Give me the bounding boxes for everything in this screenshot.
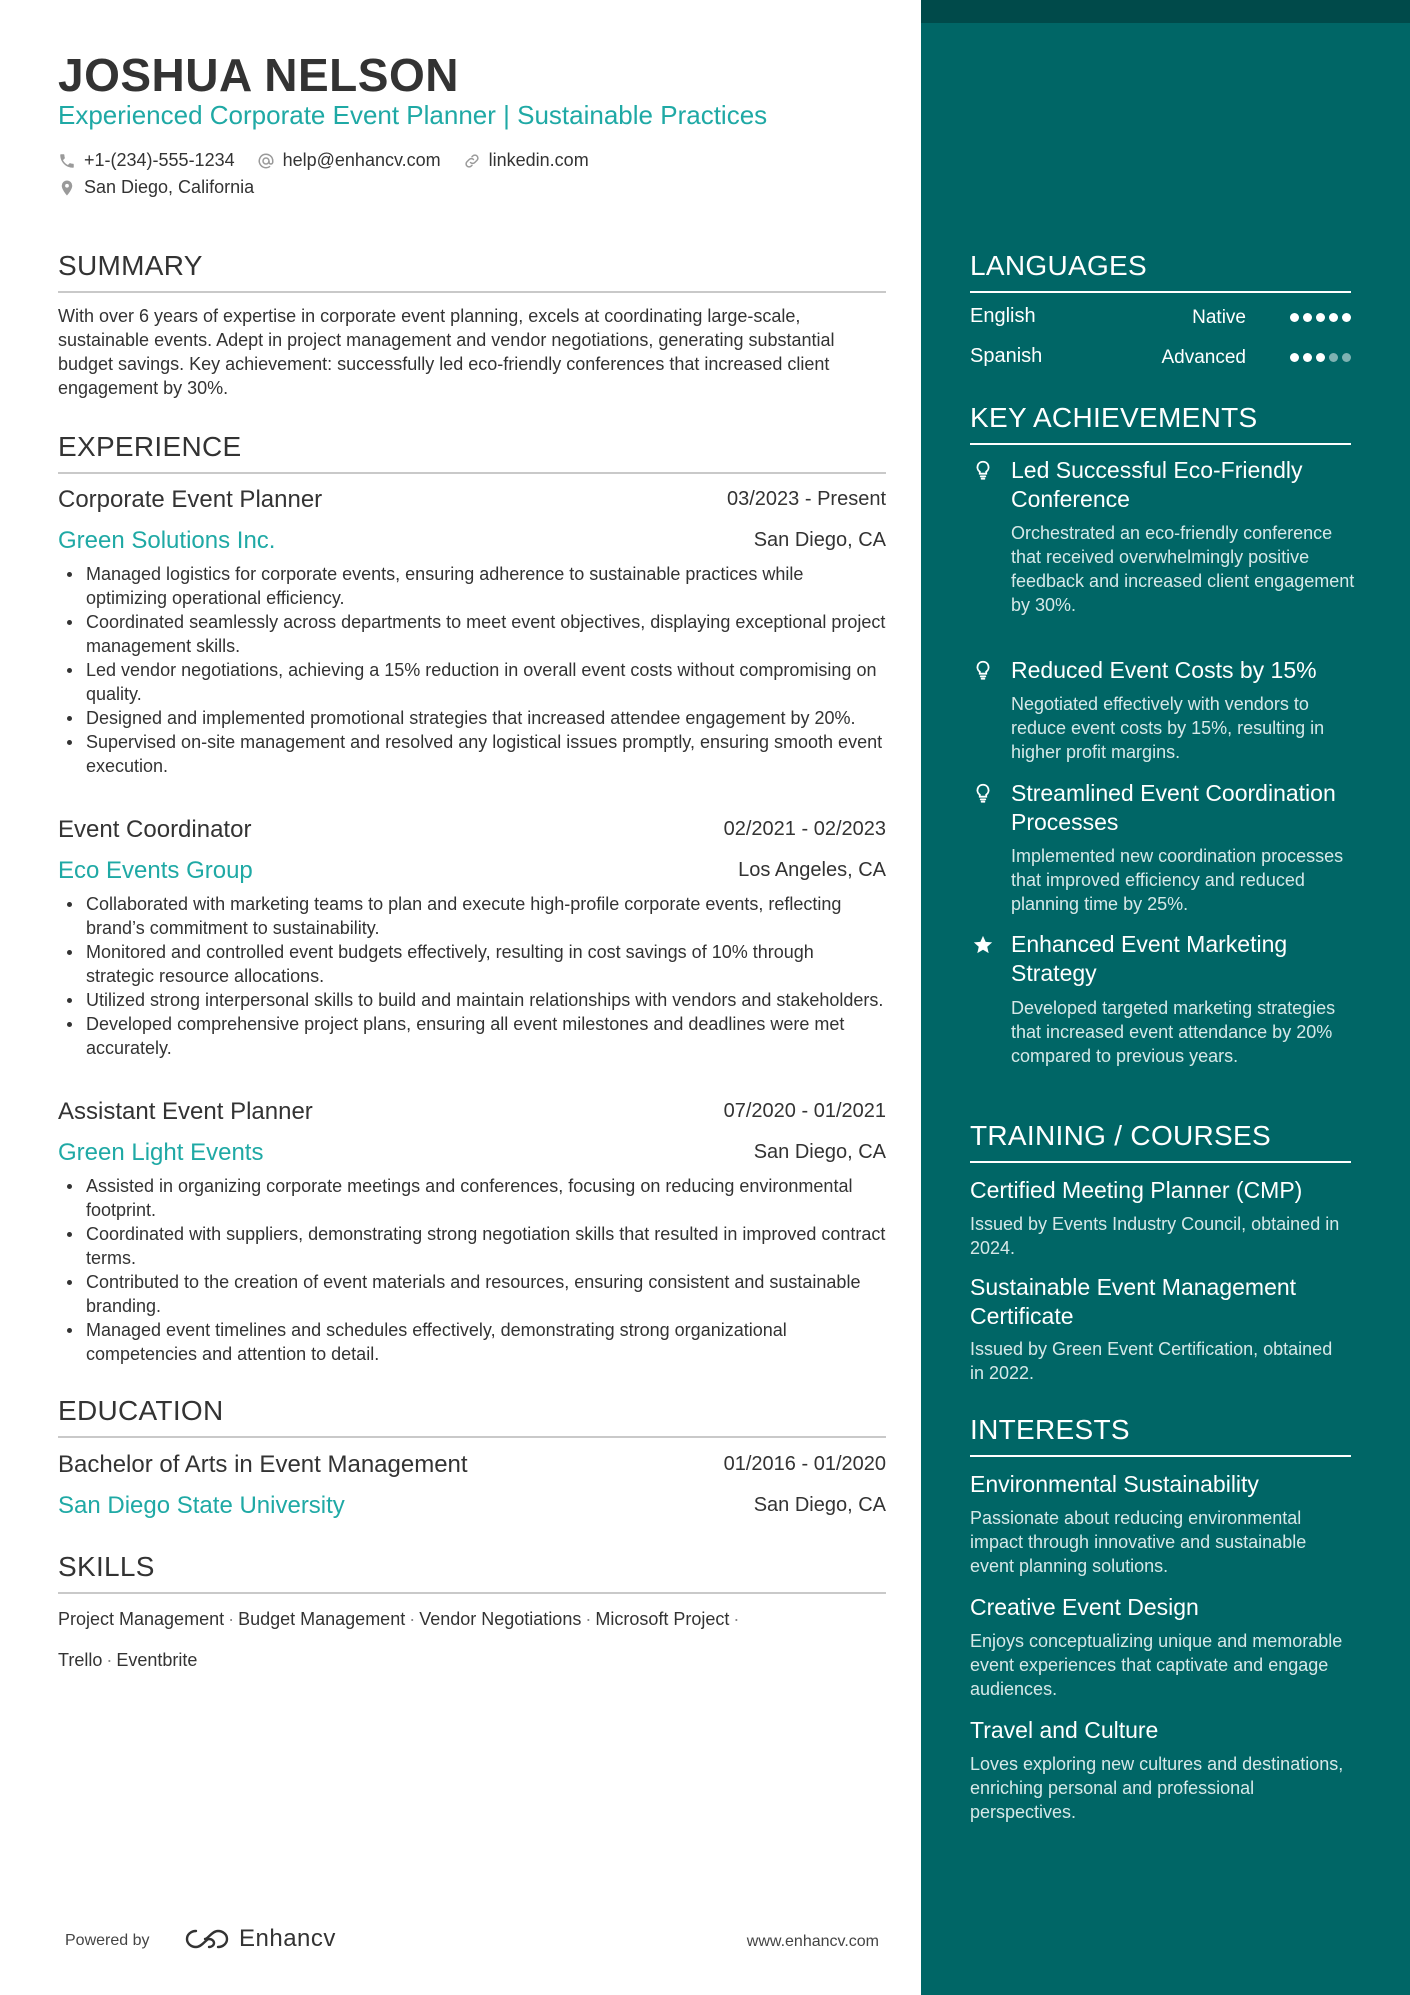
footer-url[interactable]: www.enhancv.com [746, 1933, 879, 1950]
summary-heading [58, 250, 886, 282]
brand-text: Enhancv [239, 1925, 336, 1952]
job-company [58, 857, 886, 885]
rating-dot [1290, 353, 1299, 362]
interest-title: Travel and Culture [970, 1717, 1159, 1743]
divider [58, 1592, 886, 1594]
job-location: San Diego, CA [753, 529, 886, 551]
course-desc: Issued by Green Event Certification, obtained in 2022. [970, 1339, 1333, 1383]
contact-row [58, 150, 611, 171]
job-dates: 07/2020 - 01/2021 [723, 1100, 886, 1122]
link-icon [463, 152, 481, 170]
bullet-item: Assisted in organizing corporate meetings and conferences, focusing on reducing environmental footprint. [58, 1174, 886, 1222]
bullet-item: Utilized strong interpersonal skills to build and maintain relationships with vendors and stakeholders. [58, 988, 886, 1012]
achievement-desc: Developed targeted marketing strategies that increased event attendance by 20% compared to previous years. [1011, 998, 1336, 1066]
languages-heading-text: LANGUAGES [970, 250, 1147, 281]
job-company [58, 1139, 886, 1167]
achievement-title: Streamlined Event Coordination Processes [1011, 780, 1336, 835]
interest-title: Creative Event Design [970, 1594, 1199, 1620]
rating-dot [1290, 313, 1299, 322]
course-desc: Issued by Events Industry Council, obtained in 2024. [970, 1214, 1340, 1258]
rating-dot [1329, 353, 1338, 362]
course-title: Sustainable Event Management Certificate [970, 1274, 1297, 1329]
lightbulb-icon [972, 459, 994, 481]
infinity-logo-icon [183, 1926, 231, 1952]
interest-desc: Loves exploring new cultures and destinations, enriching personal and professional perspectives. [970, 1754, 1344, 1822]
bullet-item: Supervised on-site management and resolved any logistical issues promptly, ensuring smooth event execution. [58, 730, 886, 778]
skill-item: Project Management [58, 1609, 225, 1629]
bullet-item: Contributed to the creation of event materials and resources, ensuring consistent and sustainable branding. [58, 1270, 886, 1318]
email-text[interactable]: help@enhancv.com [282, 150, 441, 170]
school-text: San Diego State University [58, 1492, 345, 1519]
divider [970, 291, 1351, 293]
star-icon [972, 934, 994, 956]
bullet-item: Managed logistics for corporate events, ensuring adherence to sustainable practices while optimizing operational efficiency. [58, 562, 886, 610]
education-location: San Diego, CA [753, 1494, 886, 1516]
skill-item: Microsoft Project [595, 1609, 730, 1629]
skill-item: Budget Management [238, 1609, 406, 1629]
interest-title: Environmental Sustainability [970, 1471, 1259, 1497]
language-name: English [970, 305, 1036, 327]
achievement-desc: Implemented new coordination processes that improved efficiency and reduced planning time by 25%. [1011, 846, 1344, 914]
interests-heading-text: INTERESTS [970, 1414, 1130, 1445]
education-heading-text: EDUCATION [58, 1395, 224, 1426]
rating-dot [1342, 313, 1351, 322]
bullet-item: Collaborated with marketing teams to plan and execute high-profile corporate events, reflecting brand’s commitment to sustainability. [58, 892, 886, 940]
phone-text: +1-(234)-555-1234 [84, 150, 235, 170]
rating-dot [1316, 313, 1325, 322]
language-rating [1290, 353, 1351, 362]
candidate-title: Experienced Corporate Event Planner | Sustainable Practices [58, 100, 768, 130]
job-role-text: Event Coordinator [58, 816, 252, 843]
job-role-text: Corporate Event Planner [58, 486, 323, 513]
bullet-item: Led vendor negotiations, achieving a 15% reduction in overall event costs without compromising on quality. [58, 658, 886, 706]
powered-by-label: Powered by [65, 1932, 150, 1949]
achievement-desc: Orchestrated an eco-friendly conference that received overwhelmingly positive feedback and increased client engagement by 30%. [1011, 523, 1355, 615]
contact-linkedin[interactable] [463, 150, 589, 171]
bullet-item: Managed event timelines and schedules effectively, demonstrating strong organizational competencies and attention to detail. [58, 1318, 886, 1366]
skills-list: Project Management · Budget Management · Vendor Negotiations · Microsoft Project · Trello · Eventbrite [58, 1609, 740, 1670]
divider [970, 1455, 1351, 1457]
divider [58, 291, 886, 293]
language-row [970, 345, 1351, 371]
degree-text: Bachelor of Arts in Event Management [58, 1451, 468, 1478]
job-role [58, 486, 886, 514]
at-icon [257, 152, 275, 170]
job-bullets [58, 562, 886, 778]
job-company-text: Green Light Events [58, 1139, 264, 1166]
experience-heading [58, 431, 886, 463]
language-level: Native [1192, 307, 1246, 328]
achievements-heading-text: KEY ACHIEVEMENTS [970, 402, 1258, 433]
interests-heading [970, 1414, 1351, 1446]
job-company-text: Eco Events Group [58, 857, 253, 884]
location-pin-icon [58, 179, 76, 197]
skills-heading-text: SKILLS [58, 1551, 155, 1582]
skill-item: Trello [58, 1650, 103, 1670]
rating-dot [1303, 353, 1312, 362]
rating-dot [1329, 313, 1338, 322]
skill-item: Eventbrite [116, 1650, 198, 1670]
achievement-title: Reduced Event Costs by 15% [1011, 657, 1317, 683]
job-role-text: Assistant Event Planner [58, 1098, 313, 1125]
bullet-item: Developed comprehensive project plans, ensuring all event milestones and deadlines were met accurately. [58, 1012, 886, 1060]
job-dates: 03/2023 - Present [727, 488, 886, 510]
job-bullets [58, 892, 886, 1060]
rating-dot [1316, 353, 1325, 362]
education-dates: 01/2016 - 01/2020 [723, 1453, 886, 1475]
job-role [58, 816, 886, 844]
job-location: San Diego, CA [753, 1141, 886, 1163]
job-role [58, 1098, 886, 1126]
experience-heading-text: EXPERIENCE [58, 431, 242, 462]
languages-heading [970, 250, 1351, 282]
contact-email[interactable] [257, 150, 441, 171]
language-name: Spanish [970, 345, 1043, 367]
phone-icon [58, 152, 76, 170]
candidate-name: JOSHUA NELSON [58, 49, 459, 101]
location-text: San Diego, California [84, 177, 255, 197]
course-title: Certified Meeting Planner (CMP) [970, 1177, 1303, 1203]
interest-desc: Enjoys conceptualizing unique and memorable event experiences that captivate and engage audiences. [970, 1631, 1343, 1699]
job-bullets [58, 1174, 886, 1366]
language-row [970, 305, 1351, 331]
summary-heading-text: SUMMARY [58, 250, 203, 281]
job-dates: 02/2021 - 02/2023 [723, 818, 886, 840]
education-degree [58, 1451, 886, 1479]
training-heading-text: TRAINING / COURSES [970, 1120, 1271, 1151]
education-heading [58, 1395, 886, 1427]
rating-dot [1342, 353, 1351, 362]
bullet-item: Designed and implemented promotional strategies that increased attendee engagement by 20%. [58, 706, 886, 730]
divider [970, 1161, 1351, 1163]
lightbulb-icon [972, 782, 994, 804]
divider [970, 443, 1351, 445]
job-company-text: Green Solutions Inc. [58, 527, 276, 554]
bullet-item: Monitored and controlled event budgets effectively, resulting in cost savings of 10% through strategic resource allocations. [58, 940, 886, 988]
language-rating [1290, 313, 1351, 322]
contact-phone [58, 150, 235, 171]
training-heading [970, 1120, 1351, 1152]
enhancv-logo[interactable] [183, 1925, 336, 1953]
lightbulb-icon [972, 659, 994, 681]
skills-heading [58, 1551, 886, 1583]
sidebar-top-bar [921, 0, 1410, 23]
language-level: Advanced [1161, 347, 1246, 368]
bullet-item: Coordinated seamlessly across departments to meet event objectives, displaying exceptional project management skills. [58, 610, 886, 658]
achievement-desc: Negotiated effectively with vendors to reduce event costs by 15%, resulting in higher profit margins. [1011, 694, 1325, 762]
skill-item: Vendor Negotiations [419, 1609, 582, 1629]
job-company [58, 527, 886, 555]
linkedin-text[interactable]: linkedin.com [488, 150, 589, 170]
achievement-title: Enhanced Event Marketing Strategy [1011, 931, 1288, 986]
contact-location [58, 177, 254, 198]
achievements-heading [970, 402, 1351, 434]
achievement-title: Led Successful Eco-Friendly Conference [1011, 457, 1303, 512]
interest-desc: Passionate about reducing environmental impact through innovative and sustainable event planning solutions. [970, 1508, 1307, 1576]
divider [58, 1436, 886, 1438]
summary-text: With over 6 years of expertise in corporate event planning, excels at coordinating large-scale, sustainable events. Adept in project management and vendor negotiations, generating substantial budget savings. Key achievement: successfully led eco-friendly conferences that increased client engagement by 30%. [58, 306, 835, 398]
education-school [58, 1492, 886, 1520]
rating-dot [1303, 313, 1312, 322]
bullet-item: Coordinated with suppliers, demonstrating strong negotiation skills that resulted in improved contract terms. [58, 1222, 886, 1270]
divider [58, 472, 886, 474]
job-location: Los Angeles, CA [738, 859, 886, 881]
